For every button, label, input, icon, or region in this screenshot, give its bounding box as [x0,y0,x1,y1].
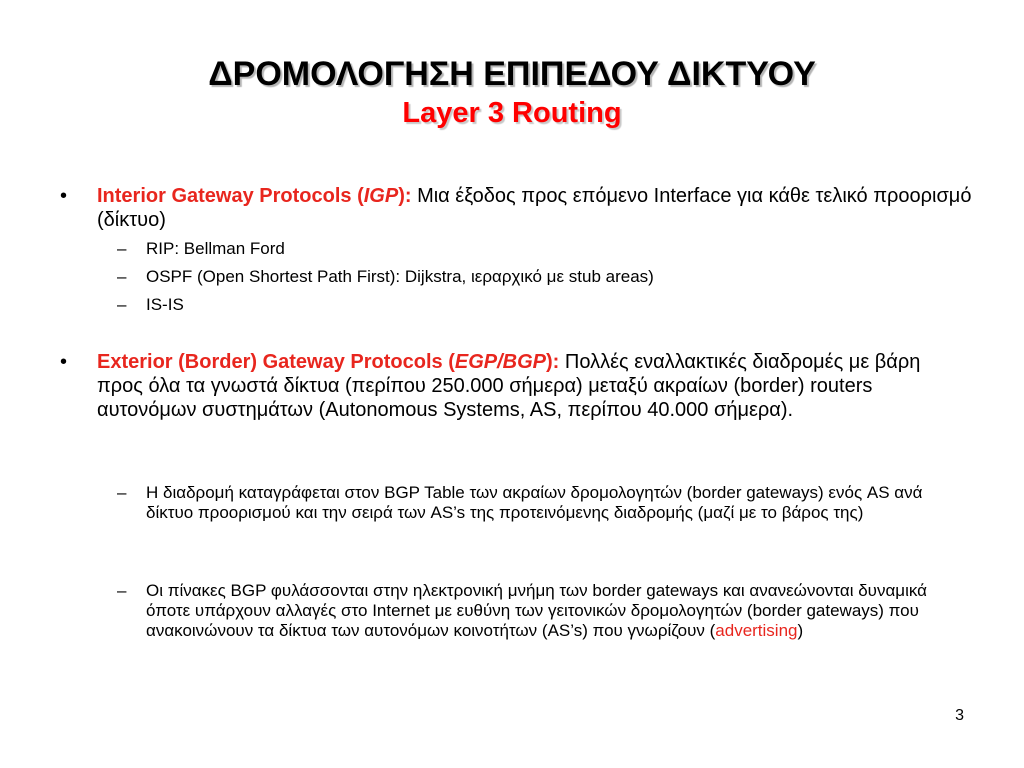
egp-label-post: ): [546,351,560,373]
advertising-highlight: advertising [715,621,798,640]
igp-label-post: ): [398,185,412,207]
slide-subtitle: Layer 3 Routing [402,97,622,129]
dash-icon: – [117,483,127,502]
igp-label-abbr: IGP [363,185,399,207]
egp-label-abbr: EGP/BGP [454,351,547,373]
bullet-dot-icon: • [60,351,68,373]
igp-subitem: IS-IS [146,295,184,314]
egp-label-pre: Exterior (Border) Gateway Protocols ( [97,351,455,373]
dash-icon: – [117,295,127,314]
igp-label-pre: Interior Gateway Protocols ( [97,185,364,207]
list-item [117,267,976,287]
list-item [117,581,966,641]
bullet-igp [60,184,977,232]
bullet-egp [60,350,967,422]
page-number: 3 [955,707,964,724]
egp-subitem-1: Η διαδρομή καταγράφεται στον BGP Table των ακραίων δρομολογητών (border gateways) ενός AS ανά δίκτυο προορισμού και την σειρά των AS’s της προτεινόμενης διαδρομής (μαζί με το βάρος της) [146,483,923,522]
egp-subitem-2-end: ) [797,621,804,640]
igp-text: Μια έξοδος προς επόμενο Interface για κάθε τελικό προορισμό (δίκτυο) [97,185,972,231]
igp-subitem: OSPF (Open Shortest Path First): Dijkstra, ιεραρχικό με stub areas) [146,267,654,286]
list-item [117,295,976,315]
dash-icon: – [117,239,127,258]
dash-icon: – [117,581,127,600]
egp-text: Πολλές εναλλακτικές διαδρομές με βάρη προς όλα τα γνωστά δίκτυα (περίπου 250.000 σήμερα) μεταξύ ακραίων (border) routers αυτονόμων συστημάτων (Autonomous Systems, AS, περίπου 40.000 σήμερα). [97,351,921,421]
list-item [117,239,976,259]
bullet-dot-icon: • [60,185,68,207]
slide-title: ΔΡΟΜΟΛΟΓΗΣΗ ΕΠΙΠΕΔΟΥ ΔΙΚΤΥΟΥ [208,55,816,93]
dash-icon: – [117,267,127,286]
igp-subitem: RIP: Bellman Ford [146,239,285,258]
list-item [117,483,966,523]
egp-subitem-2: Οι πίνακες BGP φυλάσσονται στην ηλεκτρονική μνήμη των border gateways και ανανεώνονται δυναμικά όποτε υπάρχουν αλλαγές στο Internet με ευθύνη των γειτονικών δρομολογητών (border gateways) που ανακοινώνουν τα δίκτυα των αυτονόμων κοινοτήτων (AS’s) που γνωρίζουν ( [146,581,927,640]
